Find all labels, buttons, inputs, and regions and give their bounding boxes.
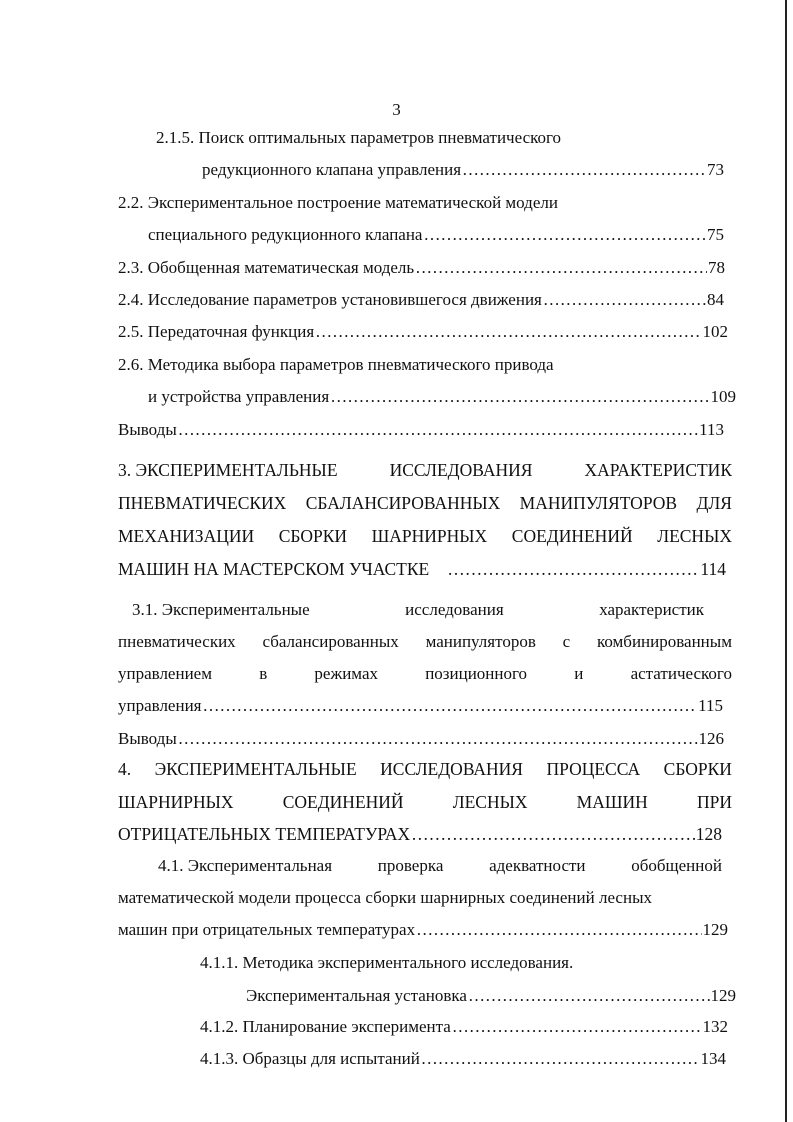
dot-leader — [415, 258, 707, 278]
chapter-4-heading-line2: ШАРНИРНЫХ СОЕДИНЕНИЙ ЛЕСНЫХ МАШИН ПРИ — [118, 792, 732, 812]
toc-page-ref: 128 — [695, 824, 722, 844]
toc-entry-3-1-line1: 3.1. Экспериментальные исследования характеристик — [132, 600, 704, 619]
toc-entry-title: и устройства управления — [148, 387, 330, 406]
dot-leader — [330, 387, 709, 407]
toc-entry-title: 4.1.2. Планирование эксперимента — [200, 1017, 451, 1036]
toc-entry-2-2-line1: 2.2. Экспериментальное построение математической модели — [118, 193, 558, 212]
toc-entry-title: 2.3. Обобщенная математическая модель — [118, 258, 415, 277]
toc-page-ref: 134 — [700, 1049, 726, 1068]
toc-page-ref: 115 — [698, 696, 723, 715]
chapter-4-heading-line1: 4. ЭКСПЕРИМЕНТАЛЬНЫЕ ИССЛЕДОВАНИЯ ПРОЦЕССА СБОРКИ — [118, 759, 732, 779]
toc-entry-4-1-3 — [200, 1049, 726, 1069]
page-edge-line — [785, 0, 787, 1122]
toc-entry-2-4 — [118, 290, 724, 310]
toc-entry-conclusions-2 — [118, 729, 724, 749]
chapter-4-heading-line3 — [118, 824, 722, 844]
toc-entry-title: 2.5. Передаточная функция — [118, 322, 315, 341]
toc-entry-2-6 — [148, 387, 736, 407]
dot-leader — [462, 160, 706, 180]
toc-entry-4-1 — [118, 920, 728, 940]
chapter-3-heading-line3: МЕХАНИЗАЦИИ СБОРКИ ШАРНИРНЫХ СОЕДИНЕНИЙ ЛЕСНЫХ — [118, 526, 732, 546]
toc-entry-title: специального редукционного клапана — [148, 225, 423, 244]
toc-page-ref: 126 — [698, 729, 724, 748]
dot-leader — [178, 420, 698, 440]
toc-page-ref: 129 — [710, 986, 736, 1005]
dot-leader — [315, 322, 701, 342]
page-number: 3 — [392, 100, 401, 119]
toc-entry-2-3 — [118, 258, 725, 278]
toc-entry-2-5 — [118, 322, 728, 342]
dot-leader — [452, 1017, 702, 1037]
dot-leader — [416, 920, 701, 940]
toc-entry-title: 2.4. Исследование параметров установившегося движения — [118, 290, 542, 309]
toc-entry-title: МАШИН НА МАСТЕРСКОМ УЧАСТКЕ — [118, 559, 430, 579]
toc-entry-title: Выводы — [118, 729, 177, 748]
dot-leader — [468, 986, 710, 1006]
toc-page-ref: 109 — [710, 387, 736, 406]
toc-page-ref: 84 — [707, 290, 724, 309]
toc-entry-conclusions-1 — [118, 420, 724, 440]
dot-leader — [203, 696, 698, 716]
toc-entry-4-1-line1: 4.1. Экспериментальная проверка адекватности обобщенной — [158, 856, 722, 875]
toc-entry-2-1-5 — [202, 160, 724, 180]
toc-entry-title: редукционного клапана управления — [202, 160, 462, 179]
toc-entry-title: 4.1.3. Образцы для испытаний — [200, 1049, 420, 1068]
toc-entry-3-1 — [118, 696, 723, 716]
chapter-3-heading-line1: 3. ЭКСПЕРИМЕНТАЛЬНЫЕ ИССЛЕДОВАНИЯ ХАРАКТЕРИСТИК — [118, 460, 732, 480]
toc-page-ref: 113 — [699, 420, 724, 439]
toc-entry-4-1-1 — [246, 986, 736, 1006]
dot-leader — [411, 824, 695, 844]
toc-entry-title: управления — [118, 696, 202, 715]
toc-entry-4-1-2 — [200, 1017, 728, 1037]
dot-leader — [178, 729, 698, 749]
dot-leader — [447, 559, 699, 579]
toc-page-ref: 132 — [702, 1017, 728, 1036]
toc-page-ref: 78 — [708, 258, 725, 277]
toc-page-ref: 73 — [707, 160, 724, 179]
toc-entry-2-1-5-line1: 2.1.5. Поиск оптимальных параметров пневматического — [156, 128, 562, 147]
toc-page-ref: 75 — [707, 225, 724, 244]
toc-entry-2-6-line1: 2.6. Методика выбора параметров пневматического привода — [118, 355, 554, 374]
chapter-3-heading-line4 — [118, 559, 726, 579]
chapter-3-heading-line2: ПНЕВМАТИЧЕСКИХ СБАЛАНСИРОВАННЫХ МАНИПУЛЯТОРОВ ДЛЯ — [118, 493, 732, 513]
toc-entry-2-2 — [148, 225, 724, 245]
dot-leader — [421, 1049, 700, 1069]
toc-entry-title: ОТРИЦАТЕЛЬНЫХ ТЕМПЕРАТУРАХ — [118, 824, 411, 844]
toc-page-ref: 102 — [702, 322, 728, 341]
toc-entry-4-1-1-line1: 4.1.1. Методика экспериментального исследования. — [200, 953, 574, 972]
toc-page-ref: 114 — [700, 559, 726, 579]
toc-entry-title: Экспериментальная установка — [246, 986, 467, 1005]
dot-leader — [543, 290, 706, 310]
toc-entry-3-1-line3: управлением в режимах позиционного и астатического — [118, 664, 732, 683]
dot-leader — [423, 225, 706, 245]
toc-entry-title: машин при отрицательных температурах — [118, 920, 416, 939]
toc-page-ref: 129 — [702, 920, 728, 939]
toc-entry-4-1-line2: математической модели процесса сборки шарнирных соединений лесных — [118, 888, 652, 907]
toc-entry-title: Выводы — [118, 420, 177, 439]
toc-entry-3-1-line2: пневматических сбалансированных манипуляторов с комбинированным — [118, 632, 732, 651]
